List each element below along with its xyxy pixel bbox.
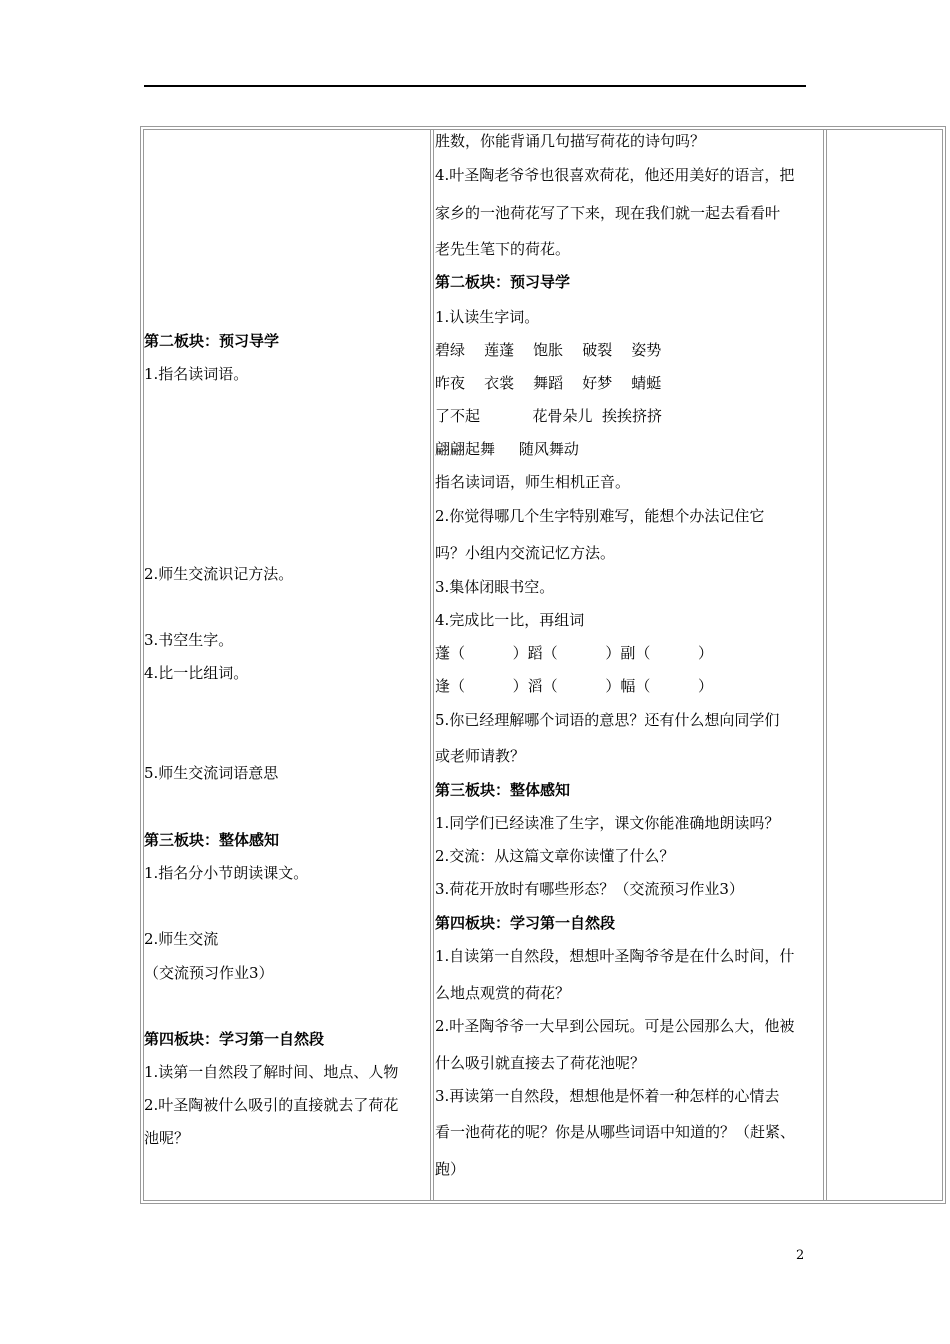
middle-line: 1.同学们已经读准了生字，课文你能准确地朗读吗？ (435, 814, 780, 832)
left-line: 5.师生交流词语意思 (144, 764, 279, 782)
middle-line: 或老师请教？ (435, 747, 526, 765)
middle-line: 3.集体闭眼书空。 (435, 578, 555, 596)
middle-line: 老先生笔下的荷花。 (435, 240, 571, 258)
middle-line: 逢（ ）滔（ ）幅（ ） (435, 677, 714, 695)
left-line: 3.书空生字。 (144, 631, 234, 649)
column-divider-1 (430, 130, 431, 1200)
middle-line: 么地点观赏的荷花？ (435, 984, 571, 1002)
left-line: 2.师生交流 (144, 930, 219, 948)
left-line: 第二板块：预习导学 (144, 332, 280, 350)
left-line: （交流预习作业3） (144, 964, 274, 982)
left-line: 1.读第一自然段了解时间、地点、人物 (144, 1063, 399, 1081)
left-line: 池呢？ (144, 1129, 190, 1147)
middle-line: 2.交流：从这篇文章你读懂了什么？ (435, 847, 675, 865)
middle-line: 5.你已经理解哪个词语的意思？还有什么想向同学们 (435, 711, 780, 729)
middle-line: 1.自读第一自然段，想想叶圣陶爷爷是在什么时间，什 (435, 947, 795, 965)
middle-line: 4.叶圣陶老爷爷也很喜欢荷花，他还用美好的语言，把 (435, 166, 795, 184)
middle-line: 第四板块：学习第一自然段 (435, 914, 616, 932)
middle-line: 2.叶圣陶爷爷一大早到公园玩。可是公园那么大，他被 (435, 1017, 795, 1035)
left-line: 第三板块：整体感知 (144, 831, 280, 849)
middle-line: 家乡的一池荷花写了下来，现在我们就一起去看看叶 (435, 204, 781, 222)
middle-line: 指名读词语，师生相机正音。 (435, 473, 631, 491)
page-number: 2 (796, 1248, 805, 1263)
middle-line: 胜数，你能背诵几句描写荷花的诗句吗？ (435, 132, 706, 150)
left-line: 2.叶圣陶被什么吸引的直接就去了荷花 (144, 1096, 399, 1114)
header-rule (144, 85, 806, 87)
column-divider-4 (826, 130, 827, 1200)
middle-line: 1.认读生字词。 (435, 308, 540, 326)
middle-line: 跑） (435, 1160, 466, 1178)
middle-line: 第三板块：整体感知 (435, 781, 571, 799)
middle-line: 什么吸引就直接去了荷花池呢？ (435, 1054, 646, 1072)
left-line: 1.指名读词语。 (144, 365, 249, 383)
left-line: 2.师生交流识记方法。 (144, 565, 294, 583)
left-line: 第四板块：学习第一自然段 (144, 1030, 325, 1048)
middle-line: 了不起 花骨朵儿 挨挨挤挤 (435, 407, 662, 425)
middle-line: 吗？小组内交流记忆方法。 (435, 544, 616, 562)
middle-line: 翩翩起舞 随风舞动 (435, 440, 579, 458)
middle-line: 看一池荷花的呢？你是从哪些词语中知道的？（赶紧、 (435, 1123, 796, 1141)
middle-line: 2.你觉得哪几个生字特别难写，能想个办法记住它 (435, 507, 765, 525)
middle-line: 碧绿 莲蓬 饱胀 破裂 姿势 (435, 341, 662, 359)
column-divider-2 (433, 130, 434, 1200)
middle-line: 3.再读第一自然段，想想他是怀着一种怎样的心情去 (435, 1087, 780, 1105)
column-divider-3 (823, 130, 824, 1200)
middle-line: 蓬（ ）蹈（ ）副（ ） (435, 644, 714, 662)
middle-line: 3.荷花开放时有哪些形态？（交流预习作业3） (435, 880, 744, 898)
left-line: 4.比一比组词。 (144, 664, 249, 682)
middle-line: 4.完成比一比，再组词 (435, 611, 585, 629)
middle-line: 第二板块：预习导学 (435, 273, 571, 291)
middle-line: 昨夜 衣裳 舞蹈 好梦 蜻蜓 (435, 374, 662, 392)
left-line: 1.指名分小节朗读课文。 (144, 864, 309, 882)
lesson-table (140, 126, 946, 1204)
